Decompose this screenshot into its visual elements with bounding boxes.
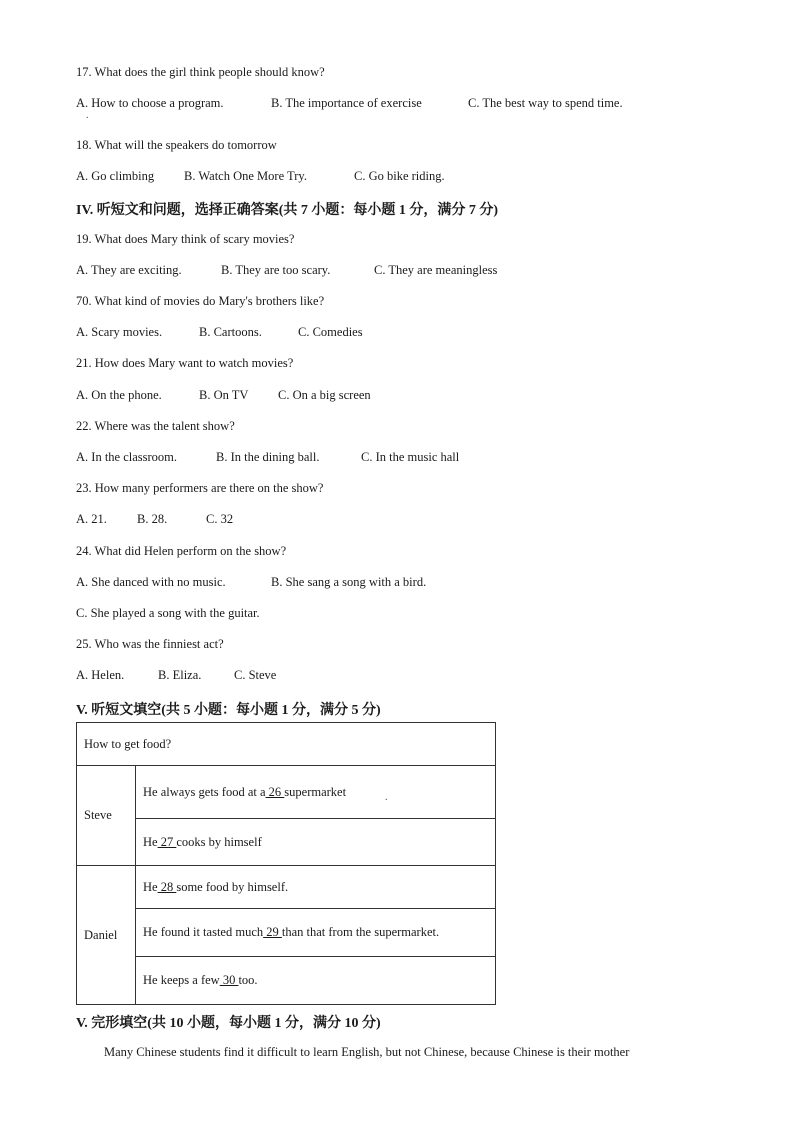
option-22b: B. In the dining ball.: [216, 450, 320, 464]
question-19: 19. What does Mary think of scary movies?: [76, 232, 295, 246]
option-18b: B. Watch One More Try.: [184, 169, 307, 183]
blank-28: 28: [157, 879, 177, 894]
cell-text: He keeps a few: [143, 973, 220, 987]
fill-in-table: [76, 722, 496, 1005]
option-23c: C. 32: [206, 512, 234, 526]
option-19a: A. They are exciting.: [76, 263, 182, 277]
option-18a: A. Go climbing: [76, 169, 155, 183]
table-cell: [136, 909, 496, 957]
question-70: 70. What kind of movies do Mary's brothers like?: [76, 294, 325, 308]
option-17a: A. How to choose a program.: [76, 96, 224, 110]
option-23b: B. 28.: [137, 512, 168, 526]
option-21a: A. On the phone.: [76, 388, 162, 402]
stray-dot: .: [385, 792, 388, 803]
question-25: 25. Who was the finniest act?: [76, 637, 224, 651]
table-header: How to get food?: [77, 723, 496, 766]
row-label-daniel: Daniel: [77, 866, 136, 1005]
section-heading-iv: IV. 听短文和问题，选择正确答案(共 7 小题：每小题 1 分，满分 7 分): [76, 203, 499, 218]
option-70c: C. Comedies: [298, 325, 363, 339]
option-23a: A. 21.: [76, 512, 107, 526]
cell-text: supermarket: [284, 784, 347, 799]
table-cell: [136, 866, 496, 909]
row-label-steve: Steve: [77, 766, 136, 866]
option-24a: A. She danced with no music.: [76, 575, 226, 589]
question-23: 23. How many performers are there on the show?: [76, 481, 324, 495]
option-17b: B. The importance of exercise: [271, 96, 422, 110]
section-heading-v-listening: V. 听短文填空(共 5 小题：每小题 1 分，满分 5 分): [76, 703, 381, 718]
option-22a: A. In the classroom.: [76, 450, 178, 464]
option-70a: A. Scary movies.: [76, 325, 163, 339]
option-17c: C. The best way to spend time.: [468, 96, 623, 110]
blank-29: 29: [263, 925, 282, 939]
blank-27: 27: [157, 834, 177, 849]
cell-text: cooks by himself: [176, 834, 262, 849]
question-21: 21. How does Mary want to watch movies?: [76, 356, 294, 370]
option-25a: A. Helen.: [76, 668, 125, 682]
cell-text: He: [143, 834, 158, 849]
cell-text: He found it tasted much: [143, 925, 264, 939]
cell-text: some food by himself.: [176, 879, 289, 894]
question-17: 17. What does the girl think people should know?: [76, 65, 325, 79]
option-24c: C. She played a song with the guitar.: [76, 606, 260, 620]
option-70b: B. Cartoons.: [199, 325, 262, 339]
option-25c: C. Steve: [234, 668, 277, 682]
passage-first-line: Many Chinese students find it difficult to learn English, but not Chinese, because Chinese is their mother: [104, 1045, 630, 1059]
stray-dot: .: [86, 110, 89, 121]
cell-text: He always gets food at a: [143, 784, 266, 799]
section-heading-v-cloze: V. 完形填空(共 10 小题，每小题 1 分，满分 10 分): [76, 1016, 381, 1031]
question-18: 18. What will the speakers do tomorrow: [76, 138, 277, 152]
cell-text: than that from the supermarket.: [281, 925, 440, 939]
option-19b: B. They are too scary.: [221, 263, 331, 277]
table-cell: [136, 957, 496, 1005]
table-cell: [136, 819, 496, 866]
option-21c: C. On a big screen: [278, 388, 371, 402]
cell-text: He: [143, 879, 158, 894]
question-24: 24. What did Helen perform on the show?: [76, 544, 287, 558]
option-22c: C. In the music hall: [361, 450, 460, 464]
option-21b: B. On TV: [199, 388, 249, 402]
option-24b: B. She sang a song with a bird.: [271, 575, 427, 589]
option-18c: C. Go bike riding.: [354, 169, 445, 183]
table-cell: [136, 766, 496, 819]
blank-30: 30: [219, 973, 239, 987]
blank-26: 26: [265, 784, 285, 799]
option-25b: B. Eliza.: [158, 668, 202, 682]
cell-text: too.: [238, 973, 258, 987]
option-19c: C. They are meaningless: [374, 263, 498, 277]
question-22: 22. Where was the talent show?: [76, 419, 235, 433]
